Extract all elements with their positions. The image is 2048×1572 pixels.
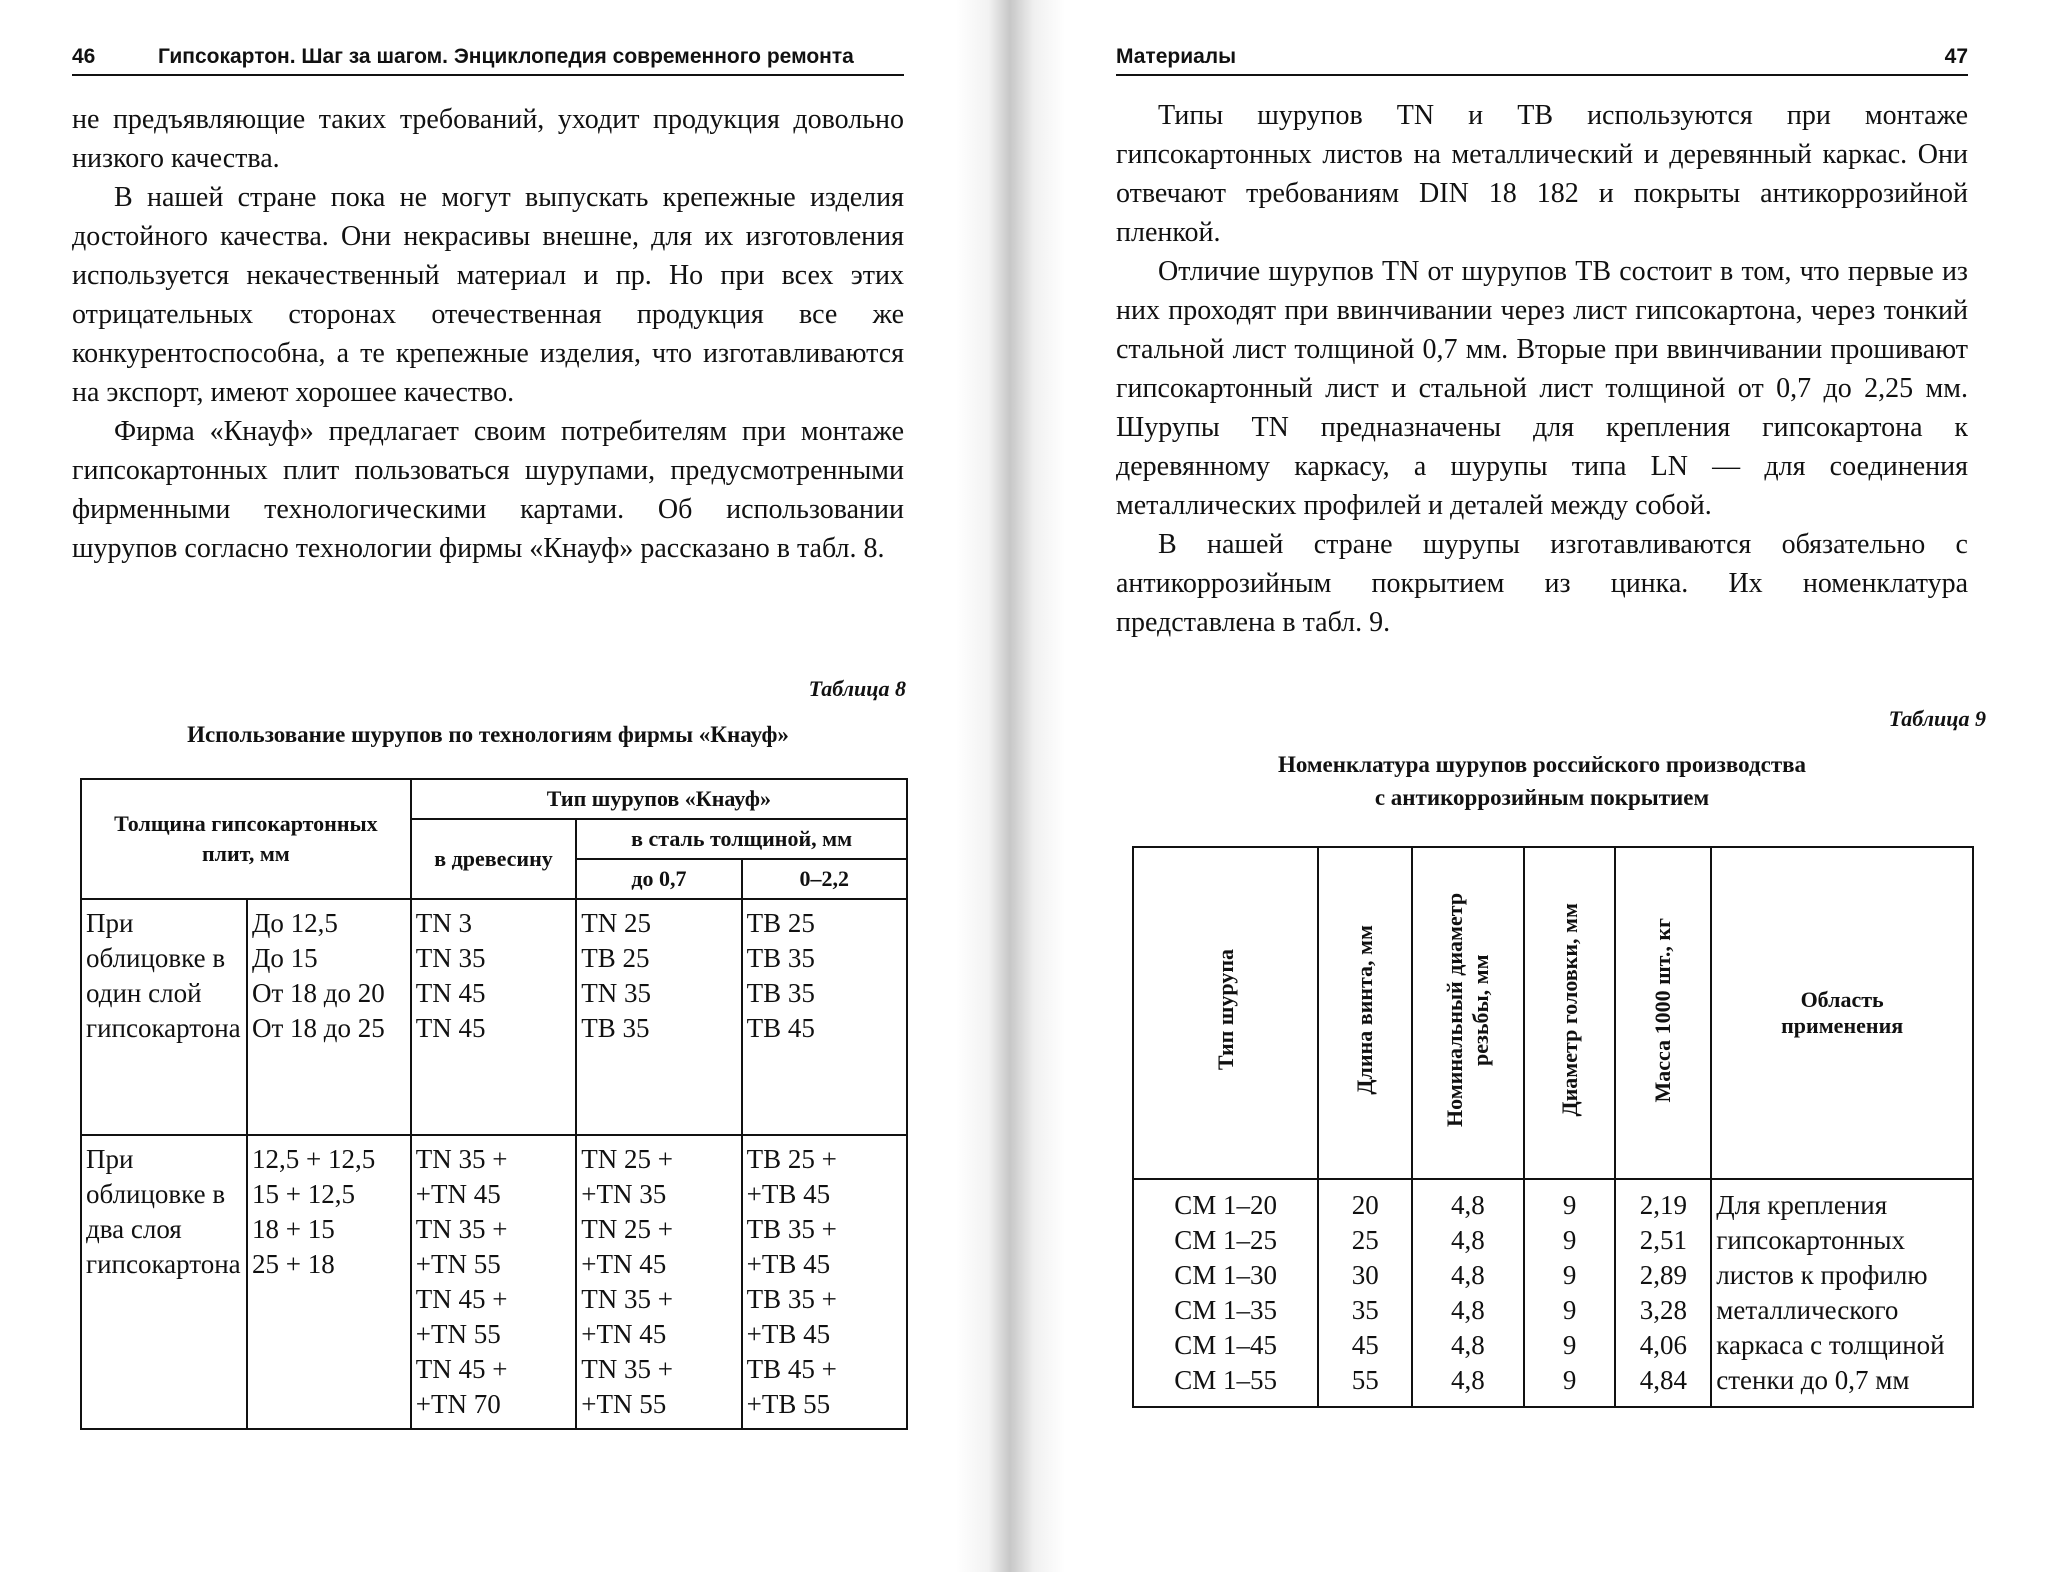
- table9-header-mass: Масса 1000 шт., кг: [1615, 847, 1711, 1179]
- paragraph: В нашей стране пока не могут выпускать крепежные изделия достойного качества. Они некрасивы внешне, для их изготовления используется некачественный материал и пр. Но при всех этих отрицательных сторонах отечественная продукция все же конкурентоспособна, а те крепежные изделия, что изготавливаются на экспорт, имеют хорошее качество.: [72, 182, 904, 408]
- left-page: [0, 0, 990, 1572]
- running-title: Гипсокартон. Шаг за шагом. Энциклопедия современного ремонта: [158, 45, 854, 68]
- right-page: [1010, 0, 2048, 1572]
- table9-type-cell: СМ 1–20 СМ 1–25 СМ 1–30 СМ 1–35 СМ 1–45 СМ 1–55: [1133, 1179, 1318, 1407]
- table9-length-cell: 20 25 30 35 45 55: [1318, 1179, 1412, 1407]
- table9-header-area: Область применения: [1711, 847, 1973, 1179]
- table9-head-cell: 9 9 9 9 9 9: [1524, 1179, 1616, 1407]
- right-page-header: [1116, 40, 1968, 76]
- table9-caption: Таблица 9: [1888, 706, 1986, 731]
- page-number: 46: [72, 45, 96, 68]
- table8-title: Использование шурупов по технологиям фирмы «Кнауф»: [187, 722, 789, 747]
- paragraph: не предъявляющие таких требований, уходит продукция довольно низкого качества.: [72, 104, 904, 174]
- table8-wood-cell: TN 3 TN 35 TN 45 TN 45: [411, 899, 576, 1135]
- table8-group-label: При облицовке в два слоя гипсокартона: [81, 1135, 247, 1429]
- paragraph: Отличие шурупов TN от шурупов TB состоит в том, что первые из них проходят при ввинчивании через лист гипсокартона, через тонкий стальной лист толщиной 0,7 мм. Вторые при ввинчивании прошивают гипсокартонный лист и стальной лист толщиной от 0,7 до 2,25 мм. Шурупы TN предназначены для крепления гипсокартона к деревянному каркасу, а шурупы типа LN — для соединения металлических профилей и деталей между собой.: [1116, 256, 1968, 521]
- right-body-text: [1116, 96, 1968, 642]
- table9-diameter-cell: 4,8 4,8 4,8 4,8 4,8 4,8: [1412, 1179, 1524, 1407]
- left-body-text: [72, 100, 904, 568]
- table8-steel22-cell: TB 25 + +TB 45 TB 35 + +TB 45 TB 35 + +TB 45 TB 45 + +TB 55: [742, 1135, 907, 1429]
- table8-header-wood: в древесину: [411, 819, 576, 899]
- paragraph: В нашей стране шурупы изготавливаются обязательно с антикоррозийным покрытием из цинка. Их номенклатура представлена в табл. 9.: [1116, 529, 1968, 638]
- table9-header-diameter: Номинальный диаметр резьбы, мм: [1412, 847, 1524, 1179]
- table8-thickness-cell: До 12,5 До 15 От 18 до 20 От 18 до 25: [247, 899, 411, 1135]
- table9-area-cell: Для крепления гипсокартонных листов к профилю металлического каркаса с толщиной стенки до 0,7 мм: [1711, 1179, 1973, 1407]
- paragraph: Типы шурупов TN и TB используются при монтаже гипсокартонных листов на металлический и деревянный каркас. Они отвечают требованиям DIN 18 182 и покрыты антикоррозийной пленкой.: [1116, 100, 1968, 248]
- table9-header-length: Длина винта, мм: [1318, 847, 1412, 1179]
- table9-header-head: Диаметр головки, мм: [1524, 847, 1616, 1179]
- table8-caption: Таблица 8: [808, 676, 906, 701]
- table9-header-type: Тип шурупа: [1133, 847, 1318, 1179]
- table-row: [1133, 1179, 1973, 1407]
- table8-thickness-cell: 12,5 + 12,5 15 + 12,5 18 + 15 25 + 18: [247, 1135, 411, 1429]
- table8-wood-cell: TN 35 + +TN 45 TN 35 + +TN 55 TN 45 + +TN 55 TN 45 + +TN 70: [411, 1135, 576, 1429]
- table9: [1132, 846, 1974, 1408]
- table8-header-steel: в сталь толщиной, мм: [576, 819, 907, 859]
- table8-header-steel07: до 0,7: [576, 859, 741, 899]
- table8-steel07-cell: TN 25 + +TN 35 TN 25 + +TN 45 TN 35 + +TN 45 TN 35 + +TN 55: [576, 1135, 741, 1429]
- table8: [80, 778, 908, 1430]
- left-page-header: [72, 40, 904, 76]
- table-row: [81, 1135, 907, 1429]
- table8-header-steel22: 0–2,2: [742, 859, 907, 899]
- table8-steel07-cell: TN 25 TB 25 TN 35 TB 35: [576, 899, 741, 1135]
- table9-title: Номенклатура шурупов российского производства с антикоррозийным покрытием: [1277, 752, 1807, 810]
- table8-steel22-cell: TB 25 TB 35 TB 35 TB 45: [742, 899, 907, 1135]
- paragraph: Фирма «Кнауф» предлагает своим потребителям при монтаже гипсокартонных плит пользоваться шурупами, предусмотренными фирменными технологическими картами. Об использовании шурупов согласно технологии фирмы «Кнауф» рассказано в табл. 8.: [72, 416, 904, 564]
- section-title: Материалы: [1116, 45, 1237, 68]
- table9-mass-cell: 2,19 2,51 2,89 3,28 4,06 4,84: [1615, 1179, 1711, 1407]
- table-row: [81, 899, 907, 1135]
- page-number: 47: [1944, 45, 1968, 68]
- table8-group-label: При облицовке в один слой гипсокартона: [81, 899, 247, 1135]
- table8-header-thickness: Толщина гипсокартонных плит, мм: [81, 779, 411, 899]
- table8-header-knauf: Тип шурупов «Кнауф»: [411, 779, 907, 819]
